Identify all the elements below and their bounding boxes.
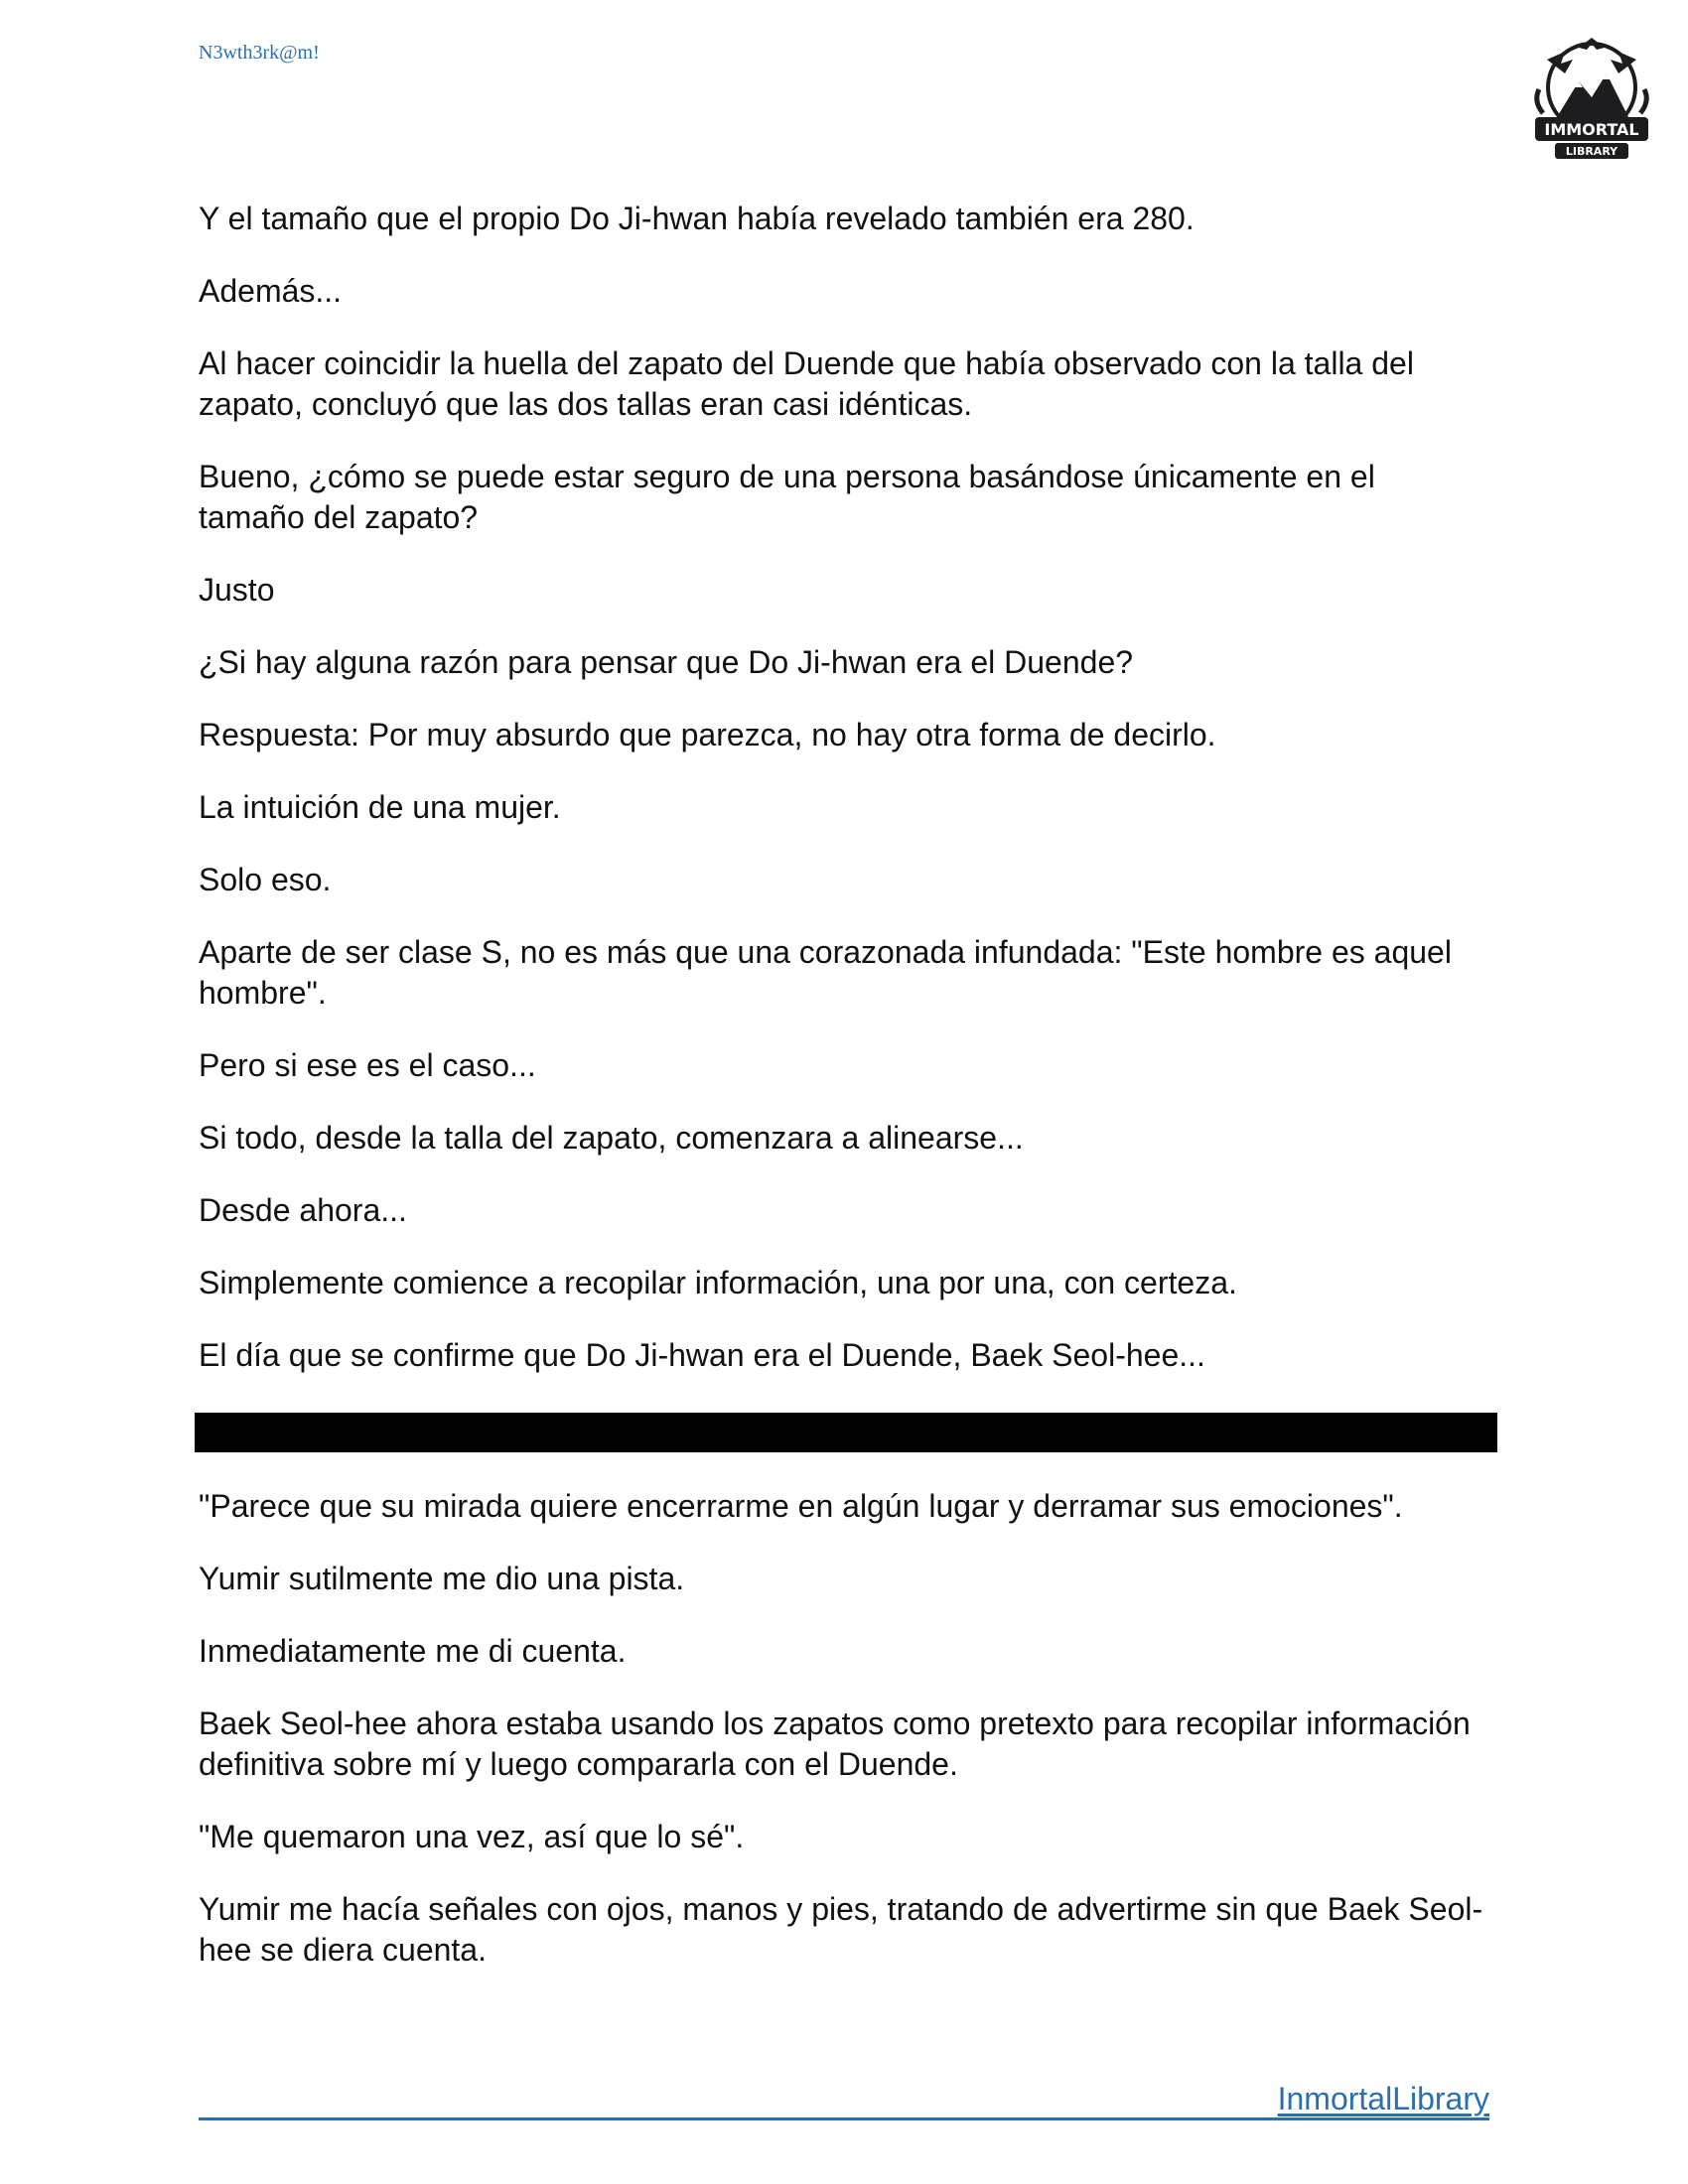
paragraph: Baek Seol-hee ahora estaba usando los zapatos como pretexto para recopilar información definitiva sobre mí y luego compararla con el Duende. [199,1706,1471,1782]
paragraph: Solo eso. [199,862,332,897]
paragraph: Desde ahora... [199,1192,407,1228]
paragraph: "Me quemaron una vez, así que lo sé". [199,1819,745,1854]
paragraph: Pero si ese es el caso... [199,1047,536,1083]
paragraph: Simplemente comience a recopilar información, una por una, con certeza. [199,1265,1237,1300]
paragraph: Bueno, ¿cómo se puede estar seguro de una persona basándose únicamente en el tamaño del zapato? [199,459,1375,535]
immortal-library-logo [1517,30,1666,169]
paragraph: "Parece que su mirada quiere encerrarme en algún lugar y derramar sus emociones". [199,1488,1403,1524]
paragraph: ¿Si hay alguna razón para pensar que Do Ji-hwan era el Duende? [199,644,1134,680]
logo-line1: IMMORTAL [1544,120,1639,139]
paragraph: Además... [199,273,343,309]
paragraph: Al hacer coincidir la huella del zapato del Duende que había observado con la talla del zapato, concluyó que las dos tallas eran casi idénticas. [199,345,1414,422]
paragraph: Respuesta: Por muy absurdo que parezca, no hay otra forma de decirlo. [199,717,1216,752]
body-section-2 [199,1486,1489,2002]
paragraph: Inmediatamente me di cuenta. [199,1633,627,1669]
logo-line2: LIBRARY [1565,145,1618,158]
paragraph: Aparte de ser clase S, no es más que una corazonada infundada: "Este hombre es aquel hombre". [199,934,1452,1011]
footer-rule [199,2117,1489,2120]
paragraph: Yumir me hacía señales con ojos, manos y pies, tratando de advertirme sin que Baek Seol-hee se diera cuenta. [199,1891,1483,1968]
paragraph: El día que se confirme que Do Ji-hwan era el Duende, Baek Seol-hee... [199,1337,1205,1373]
scene-break-bar [195,1413,1497,1452]
paragraph: Y el tamaño que el propio Do Ji-hwan había revelado también era 280. [199,201,1195,236]
paragraph: La intuición de una mujer. [199,789,561,825]
header-watermark: N3wth3rk@m! [199,42,320,64]
dragon-mountain-emblem-icon [1517,30,1666,169]
paragraph: Yumir sutilmente me dio una pista. [199,1561,685,1596]
paragraph: Si todo, desde la talla del zapato, comenzara a alinearse... [199,1120,1024,1156]
paragraph: Justo [199,572,275,608]
body-section-1 [199,199,1489,1408]
footer-link[interactable]: InmortalLibrary [1277,2081,1489,2116]
